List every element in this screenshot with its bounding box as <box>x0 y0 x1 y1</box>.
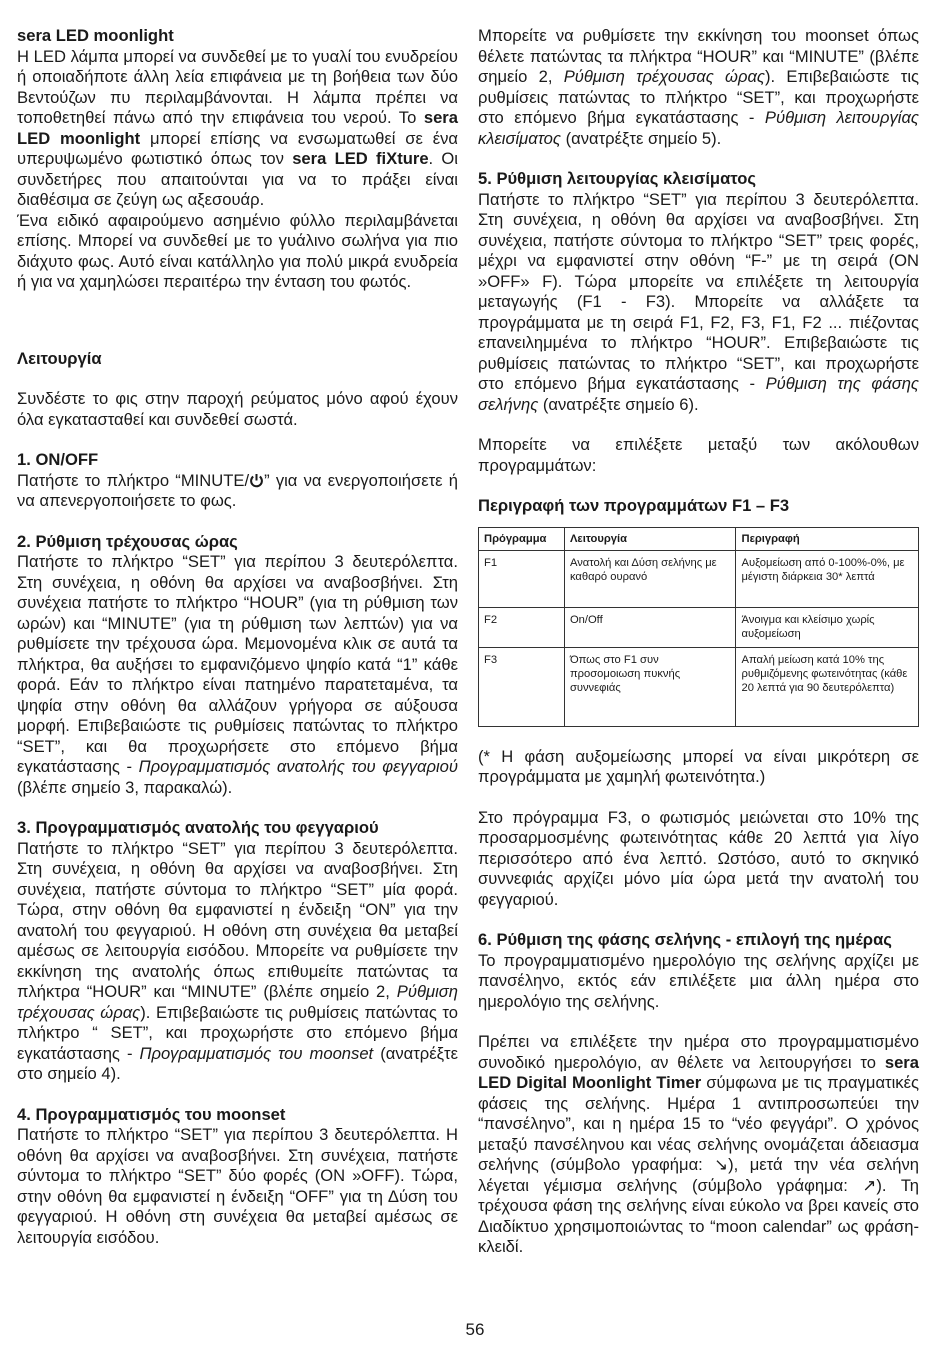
operation-heading: Λειτουργία <box>17 348 102 368</box>
intro-paragraph-2: Ένα ειδικό αφαιρούμενο ασημένιο φύλλο περιλαμβάνεται επίσης. Μπορεί να συνδεθεί με το γυάλινο σωλήνα για πιο διάχυτο φως. Αυτό είναι κατάλληλο για πολύ μικρά ενυδρεία ή για να χαμηλώσει περαιτέρω την ένταση του φωτός. <box>17 210 458 291</box>
table-row <box>479 550 919 607</box>
page-number: 56 <box>465 1320 485 1339</box>
section-1-heading: 1. ON/OFF <box>17 450 99 469</box>
section-4-heading: 4. Προγραμματισμός του moonset <box>17 1104 286 1124</box>
table-cell: F2 <box>479 607 565 647</box>
section-5-paragraph: Πατήστε το πλήκτρο “SET” για περίπου 3 δευτερόλεπτα. Στη συνέχεια, η οθόνη θα αρχίσει να αναβοσβήνει. Στη συνέχεια, πατήστε σύντομα το πλήκτρο “SET” τρεις φορές, μέχρι να εμφανιστεί στην οθόνη “F-” με τη σειρά (ON »OFF» F). Τώρα μπορείτε να επιλέξετε τη λειτουργία μεταγωγής (F1 - F3). Μπορείτε να αλλάξετε τα προγράμματα με τη σειρά F1, F2, F3, F1, F2 ... πιέζοντας επανειλημμένα το πλήκτρο “HOUR”. Επιβεβαιώστε τις ρυθμίσεις πατώντας το πλήκτρο “SET”, και προχωρήστε στο επόμενο βήμα εγκατάστασης - Ρύθμιση της φάσης σελήνης (ανατρέξτε σημείο 6). <box>478 189 919 414</box>
table-row <box>479 647 919 726</box>
f3-paragraph: Στο πρόγραμμα F3, ο φωτισμός μειώνεται στο 10% της προσαρμοσμένης φωτεινότητας κάθε 20 λεπτά για λίγο περισσότερο από ένα λεπτό. Ωστόσο, αυτό το σκηνικό συννεφιάς αρχίζει μόνο μία ώρα μετά την ανατολή του φεγγαριού. <box>478 807 919 909</box>
right-column <box>478 26 919 1258</box>
table-row <box>479 607 919 647</box>
intro-paragraph-1: Η LED λάμπα μπορεί να συνδεθεί με το γυαλί του ενυδρείου ή οποιαδήποτε άλλη λεία επιφάνεια με τη βοήθεια των δύο Βεντούζων πυ περιλαμβάνονται. Η λάμπα πρέπει να τοποθετηθεί πάνω από την επιφάνεια του νερού. Το sera LED moonlight μπορεί επίσης να ενσωματωθεί σε ένα υπερυψωμένο φωτιστικό όπως τον sera LED fiXture. Οι συνδετήρες που απαιτούνται για να το πράξει είναι διαθέσιμα σε ζεύγη ως αξεσουάρ. <box>17 46 459 209</box>
table-cell: Άνοιγμα και κλείσιμο χωρίς αυξομείωση <box>736 607 919 647</box>
fade-note-paragraph: (* Η φάση αυξομείωσης μπορεί να είναι μικρότερη σε προγράμματα με χαμηλή φωτεινότητα.) <box>478 746 919 786</box>
table-cell: F1 <box>479 550 565 607</box>
table-cell: Ανατολή και Δύση σελήνης με καθαρό ουρανό <box>564 550 736 607</box>
table-header-row <box>479 527 919 550</box>
section-2-paragraph: Πατήστε το πλήκτρο “SET” για περίπου 3 δευτερόλεπτα. Στη συνέχεια, η οθόνη θα αρχίσει να αναβοσβήνει. Στη συνέχεια πατήστε το πλήκτρο “HOUR” (για τη ρύθμιση των ωρών) και “MINUTE” (για τη ρύθμιση των λεπτών) για να ρυθμίσετε την τρέχουσα ώρα. Μεμονομένα κλικ σε αυτά τα πλήκτρα, θα αυξήσει το εμφανιζόμενο ψηφίο κατά “1” κάθε φορά. Εάν το πλήκτρο είναι πατημένο παρατεταμένα, τα ψηφία στην οθόνη θα αλλάζουν γρήγορα σε αύξουσα μορφή. Επιβεβαιώστε τις ρυθμίσεις πατώντας το πλήκτρο “SET”, και θα προχωρήσετε στο επόμενο βήμα εγκατάστασης - Προγραμματισμός ανατολής του φεγγαριού (βλέπε σημείο 3, παρακαλώ). <box>17 552 458 797</box>
section-3-heading: 3. Προγραμματισμός ανατολής του φεγγαριού <box>17 818 379 837</box>
table-header-program: Πρόγραμμα <box>479 527 565 550</box>
table-cell: Απαλή μείωση κατά 10% της ρυθμιζόμενης φωτεινότητας (κάθε 20 λεπτά για 90 δευτερόλεπτα) <box>736 647 919 726</box>
table-cell: Όπως στο F1 συν προσομοιωση πυκνής συννεφιάς <box>564 647 736 726</box>
section-2-heading: 2. Ρύθμιση τρέχουσας ώρας <box>17 531 238 551</box>
programs-table-heading: Περιγραφή των προγραμμάτων F1 – F3 <box>478 496 790 515</box>
section-1-paragraph: Πατήστε το πλήκτρο “MINUTE/ ” για να ενεργοποιήσετε ή να απενεργοποιήσετε το φως. <box>17 470 459 510</box>
left-column <box>17 26 458 1248</box>
intro-heading: sera LED moonlight <box>17 26 174 45</box>
table-cell: Αυξομείωση από 0-100%-0%, με μέγιστη διάρκεια 30* λεπτά <box>736 550 919 607</box>
section-5-heading: 5. Ρύθμιση λειτουργίας κλεισίματος <box>478 169 756 188</box>
table-header-description: Περιγραφή <box>736 527 919 550</box>
table-header-function: Λειτουργία <box>564 527 736 550</box>
section-4-paragraph: Πατήστε το πλήκτρο “SET” για περίπου 3 δευτερόλεπτα. Η οθόνη θα αρχίσει να αναβοσβήνει. Στη συνέχεια, πατήστε σύντομα το πλήκτρο “SET” δύο φορές (ON »OFF). Τώρα, στην οθόνη θα εμφανιστεί η ένδειξη “OFF” για τη Δύση του φεγγαριού. Η οθόνη στη συνέχεια θα μεταβεί αμέσως σε λειτουργία εισόδου. <box>17 1125 458 1247</box>
table-cell: F3 <box>479 647 565 726</box>
power-icon <box>249 473 264 488</box>
choose-programs-paragraph: Μπορείτε να επιλέξετε μεταξύ των ακόλουθων προγραμμάτων: <box>478 435 919 475</box>
section-6-paragraph-2: Πρέπει να επιλέξετε την ημέρα στο προγραμματισμένο συνοδικό ημερολόγιο, αν θέλετε να λειτουργήσει το sera LED Digital Moonlight Timer σύμφωνα με τις πραγματικές φάσεις της σελήνης. Ημέρα 1 αντιπροσωπεύει την “πανσέληνο”, και η ημέρα 15 το “νέο φεγγάρι”. Ο χρόνος μεταξύ πανσέληνου και νέας σελήνης ονομάζεται άδειασμα σελήνης (σύμβολο γραφήμα: ↘), μετά την νέα σελήνη λέγεται γέμισμα σελήνης (σύμβολο γράφημα: ↗). Τη τρέχουσα φάση της σελήνης είναι εύκολο να βρει κανείς στο Διαδίκτυο χρησιμοποιώντας το “moon calendar” ως φράση-κλειδί. <box>478 1032 919 1256</box>
operation-paragraph: Συνδέστε το φις στην παροχή ρεύματος μόνο αφού έχουν όλα εγκατασταθεί και συνδεθεί σωστά. <box>17 389 458 429</box>
section-3-paragraph: Πατήστε το πλήκτρο “SET” για περίπου 3 δευτερόλεπτα. Στη συνέχεια, η οθόνη θα αρχίσει να αναβοσβήνει. Στη συνέχεια, πατήστε σύντομα το πλήκτρο “SET” μία φορά. Τώρα, στην οθόνη θα εμφανιστεί η ένδειξη “ON” για την ανατολή του φεγγαριού. Η οθόνη στη συνέχεια θα μεταβεί αμέσως σε λειτουργία εισόδου. Μπορείτε να ρυθμίσετε την εκκίνηση της ανατολής όπως επιθυμείτε πατώντας τα πλήκτρα “HOUR” και “MINUTE” (βλέπε σημείο 2, Ρύθμιση τρέχουσας ώρας). Επιβεβαιώστε τις ρυθμίσεις πατώντας το πλήκτρο “ SET”, και προχωρήστε στο επόμενο βήμα εγκατάστασης - Προγραμματισμός του moonset (ανατρέξτε στο σημείο 4). <box>17 838 458 1083</box>
table-cell: On/Off <box>564 607 736 647</box>
section-6-paragraph-1: Το προγραμματισμένο ημερολόγιο της σελήνης αρχίζει με πανσέληνο, εκτός εάν επιλέξετε μια άλλη ημέρα στο ημερολόγιο της σελήνης. <box>478 950 919 1011</box>
programs-table <box>478 527 919 727</box>
section-6-heading: 6. Ρύθμιση της φάσης σελήνης - επιλογή της ημέρας <box>478 930 892 949</box>
moonset-continuation-paragraph: Μπορείτε να ρυθμίσετε την εκκίνηση του moonset όπως θέλετε πατώντας τα πλήκτρα “HOUR” και “MINUTE” (βλέπε σημείο 2, Ρύθμιση τρέχουσας ώρας). Επιβεβαιώστε τις ρυθμίσεις πατώντας το πλήκτρο “SET”, και προχωρήστε στο επόμενο βήμα εγκατάστασης - Ρύθμιση λειτουργίας κλεισίματος (ανατρέξτε σημείο 5). <box>478 26 920 148</box>
